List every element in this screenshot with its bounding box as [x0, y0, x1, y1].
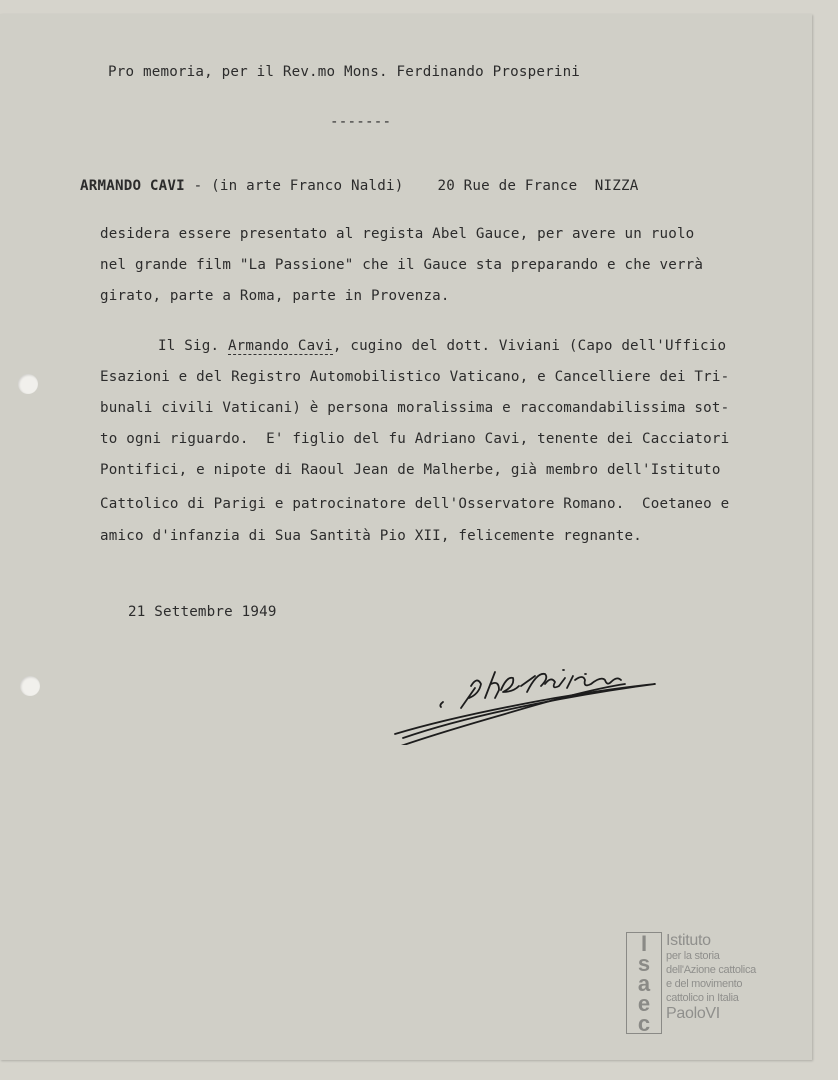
para1-line: nel grande film "La Passione" che il Gauce sta preparando e che verrà [100, 257, 704, 273]
para2-line: bunali civili Vaticani) è persona moralissima e raccomandabilissima sot- [100, 400, 730, 416]
institute-watermark-logo [626, 932, 776, 1040]
para1-line: girato, parte a Roma, parte in Provenza. [100, 288, 450, 304]
para2-suffix: , cugino del dott. Viviani (Capo dell'Ufficio [332, 338, 727, 354]
logo-text: Istituto per la storia dell'Azione cattolica e del movimento cattolico in Italia PaoloVI [666, 932, 756, 1022]
addressee-address: 20 Rue de France NIZZA [437, 178, 639, 194]
letter-date: 21 Settembre 1949 [128, 604, 277, 620]
para2-line: to ogni riguardo. E' figlio del fu Adriano Cavi, tenente dei Cacciatori [100, 431, 730, 447]
para2-line: Cattolico di Parigi e patrocinatore dell'Osservatore Romano. Coetaneo e [100, 496, 730, 512]
underlined-name: Armando Cavi [227, 338, 333, 354]
para2-line: Pontifici, e nipote di Raoul Jean de Malherbe, già membro dell'Istituto [100, 462, 721, 478]
addressee-alias: - (in arte Franco Naldi) [184, 178, 404, 194]
para1-line: desidera essere presentato al regista Abel Gauce, per avere un ruolo [100, 226, 695, 242]
addressee-name: ARMANDO CAVI [80, 178, 185, 194]
punch-hole-bottom [20, 676, 40, 696]
logo-monogram: I s a e c [626, 932, 662, 1034]
para2-line: Esazioni e del Registro Automobilistico Vaticano, e Cancelliere dei Tri- [100, 369, 730, 385]
punch-hole-top [18, 374, 38, 394]
separator-line: ------- [330, 114, 392, 130]
memo-heading: Pro memoria, per il Rev.mo Mons. Ferdinando Prosperini [108, 64, 581, 80]
handwritten-signature [385, 650, 670, 745]
para2-prefix: Il Sig. [158, 338, 228, 354]
addressee-line [80, 178, 639, 194]
para2-first-line [158, 338, 726, 354]
para2-line: amico d'infanzia di Sua Santità Pio XII, felicemente regnante. [100, 528, 642, 544]
